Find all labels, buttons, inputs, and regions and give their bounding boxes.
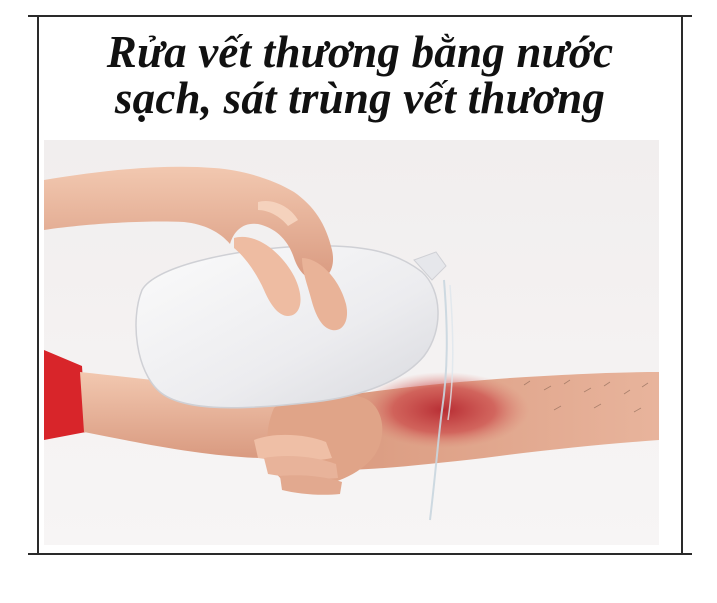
- frame-tick: [683, 553, 692, 555]
- frame-tick: [683, 15, 692, 17]
- first-aid-photo: [44, 140, 659, 545]
- first-aid-illustration: [44, 140, 659, 545]
- caption-line-2: sạch, sát trùng vết thương: [114, 73, 606, 123]
- caption: [39, 29, 681, 121]
- frame-tick: [28, 15, 37, 17]
- illustration-card: [37, 15, 683, 555]
- caption-line-1: Rửa vết thương bằng nước: [106, 27, 614, 77]
- frame-tick: [28, 553, 37, 555]
